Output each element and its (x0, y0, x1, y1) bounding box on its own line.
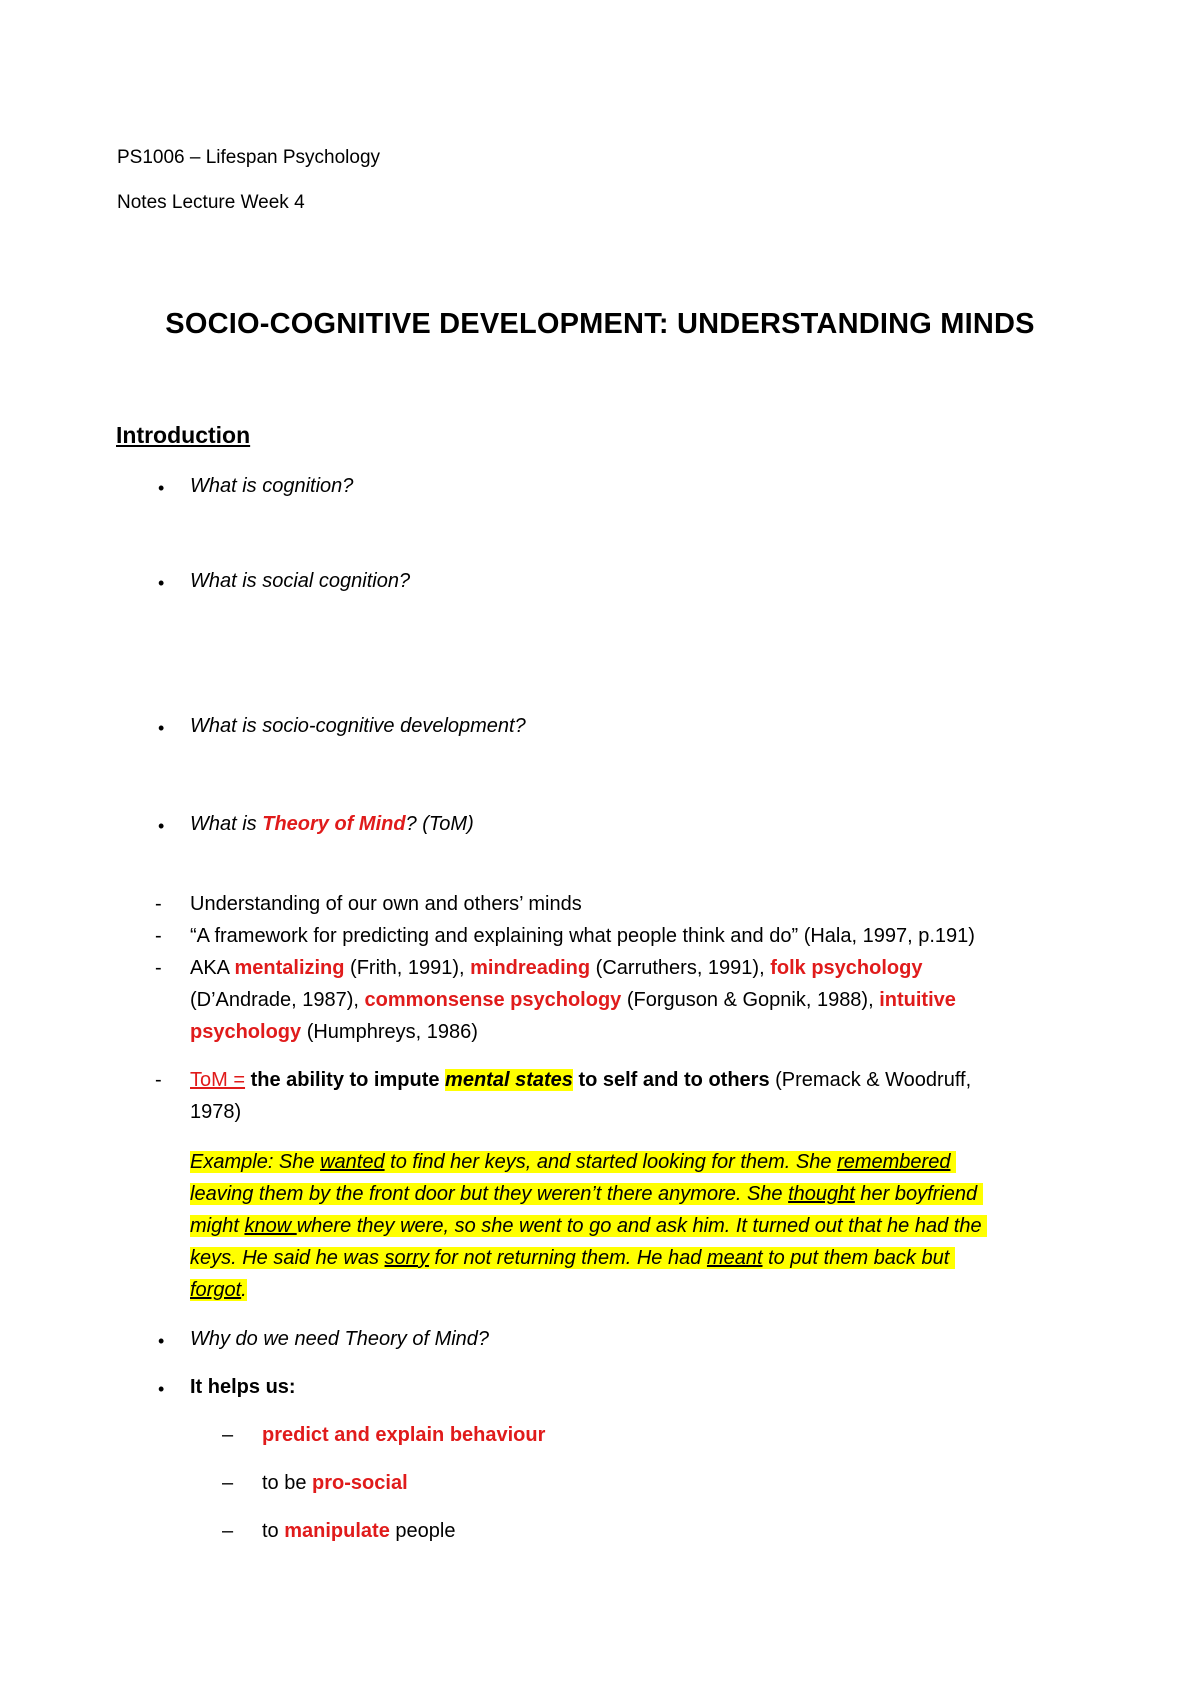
example-line5: forgot. (190, 1279, 247, 1301)
definition-framework: “A framework for predicting and explaining what people think and do” (Hala, 1997, p.191) (190, 925, 975, 947)
bullet-icon: • (158, 1331, 165, 1351)
help-item-prosocial: to be pro-social (262, 1472, 408, 1494)
helps-us-label: It helps us: (190, 1376, 296, 1398)
example-line2: leaving them by the front door but they weren’t there anymore. She thought her boyfriend (190, 1178, 983, 1210)
dash-icon: - (155, 925, 162, 947)
question-socio-cognitive: What is socio-cognitive development? (190, 715, 526, 737)
question-cognition: What is cognition? (190, 475, 354, 497)
bullet-icon: • (158, 816, 165, 836)
endash-icon: – (222, 1424, 234, 1446)
document-title: SOCIO-COGNITIVE DEVELOPMENT: UNDERSTANDING MINDS (165, 308, 1035, 340)
bullet-icon: • (158, 718, 165, 738)
example-line4: keys. He said he was sorry for not returning them. He had meant to put them back but (190, 1242, 955, 1274)
help-item-predict: predict and explain behaviour (262, 1424, 546, 1446)
bullet-icon: • (158, 573, 165, 593)
question-why-tom: Why do we need Theory of Mind? (190, 1328, 490, 1350)
example-line3: might know where they were, so she went to go and ask him. It turned out that he had the (190, 1210, 987, 1242)
definition-aka-line1: AKA mentalizing (Frith, 1991), mindreading (Carruthers, 1991), folk psychology (190, 957, 923, 979)
dash-icon: - (155, 893, 162, 915)
tom-definition-line1: ToM = the ability to impute mental states to self and to others (Premack & Woodruff, (190, 1069, 972, 1091)
section-heading: Introduction (116, 422, 251, 448)
question-social-cognition: What is social cognition? (190, 570, 411, 592)
endash-icon: – (222, 1520, 234, 1542)
help-item-manipulate: to manipulate people (262, 1520, 456, 1542)
course-title: PS1006 – Lifespan Psychology (117, 147, 381, 168)
question-theory-of-mind: What is Theory of Mind? (ToM) (190, 813, 474, 835)
dash-icon: - (155, 1069, 162, 1091)
definition-understanding: Understanding of our own and others’ minds (190, 893, 582, 915)
definition-aka-line2: (D’Andrade, 1987), commonsense psychology (Forguson & Gopnik, 1988), intuitive (190, 989, 956, 1011)
bullet-icon: • (158, 478, 165, 498)
tom-definition-line2: 1978) (190, 1101, 242, 1123)
dash-icon: - (155, 957, 162, 979)
definition-aka-line3: psychology (Humphreys, 1986) (190, 1021, 478, 1043)
notes-subtitle: Notes Lecture Week 4 (117, 192, 305, 213)
bullet-icon: • (158, 1379, 165, 1399)
endash-icon: – (222, 1472, 234, 1494)
example-line1: Example: She wanted to find her keys, and started looking for them. She remembered (190, 1146, 956, 1178)
